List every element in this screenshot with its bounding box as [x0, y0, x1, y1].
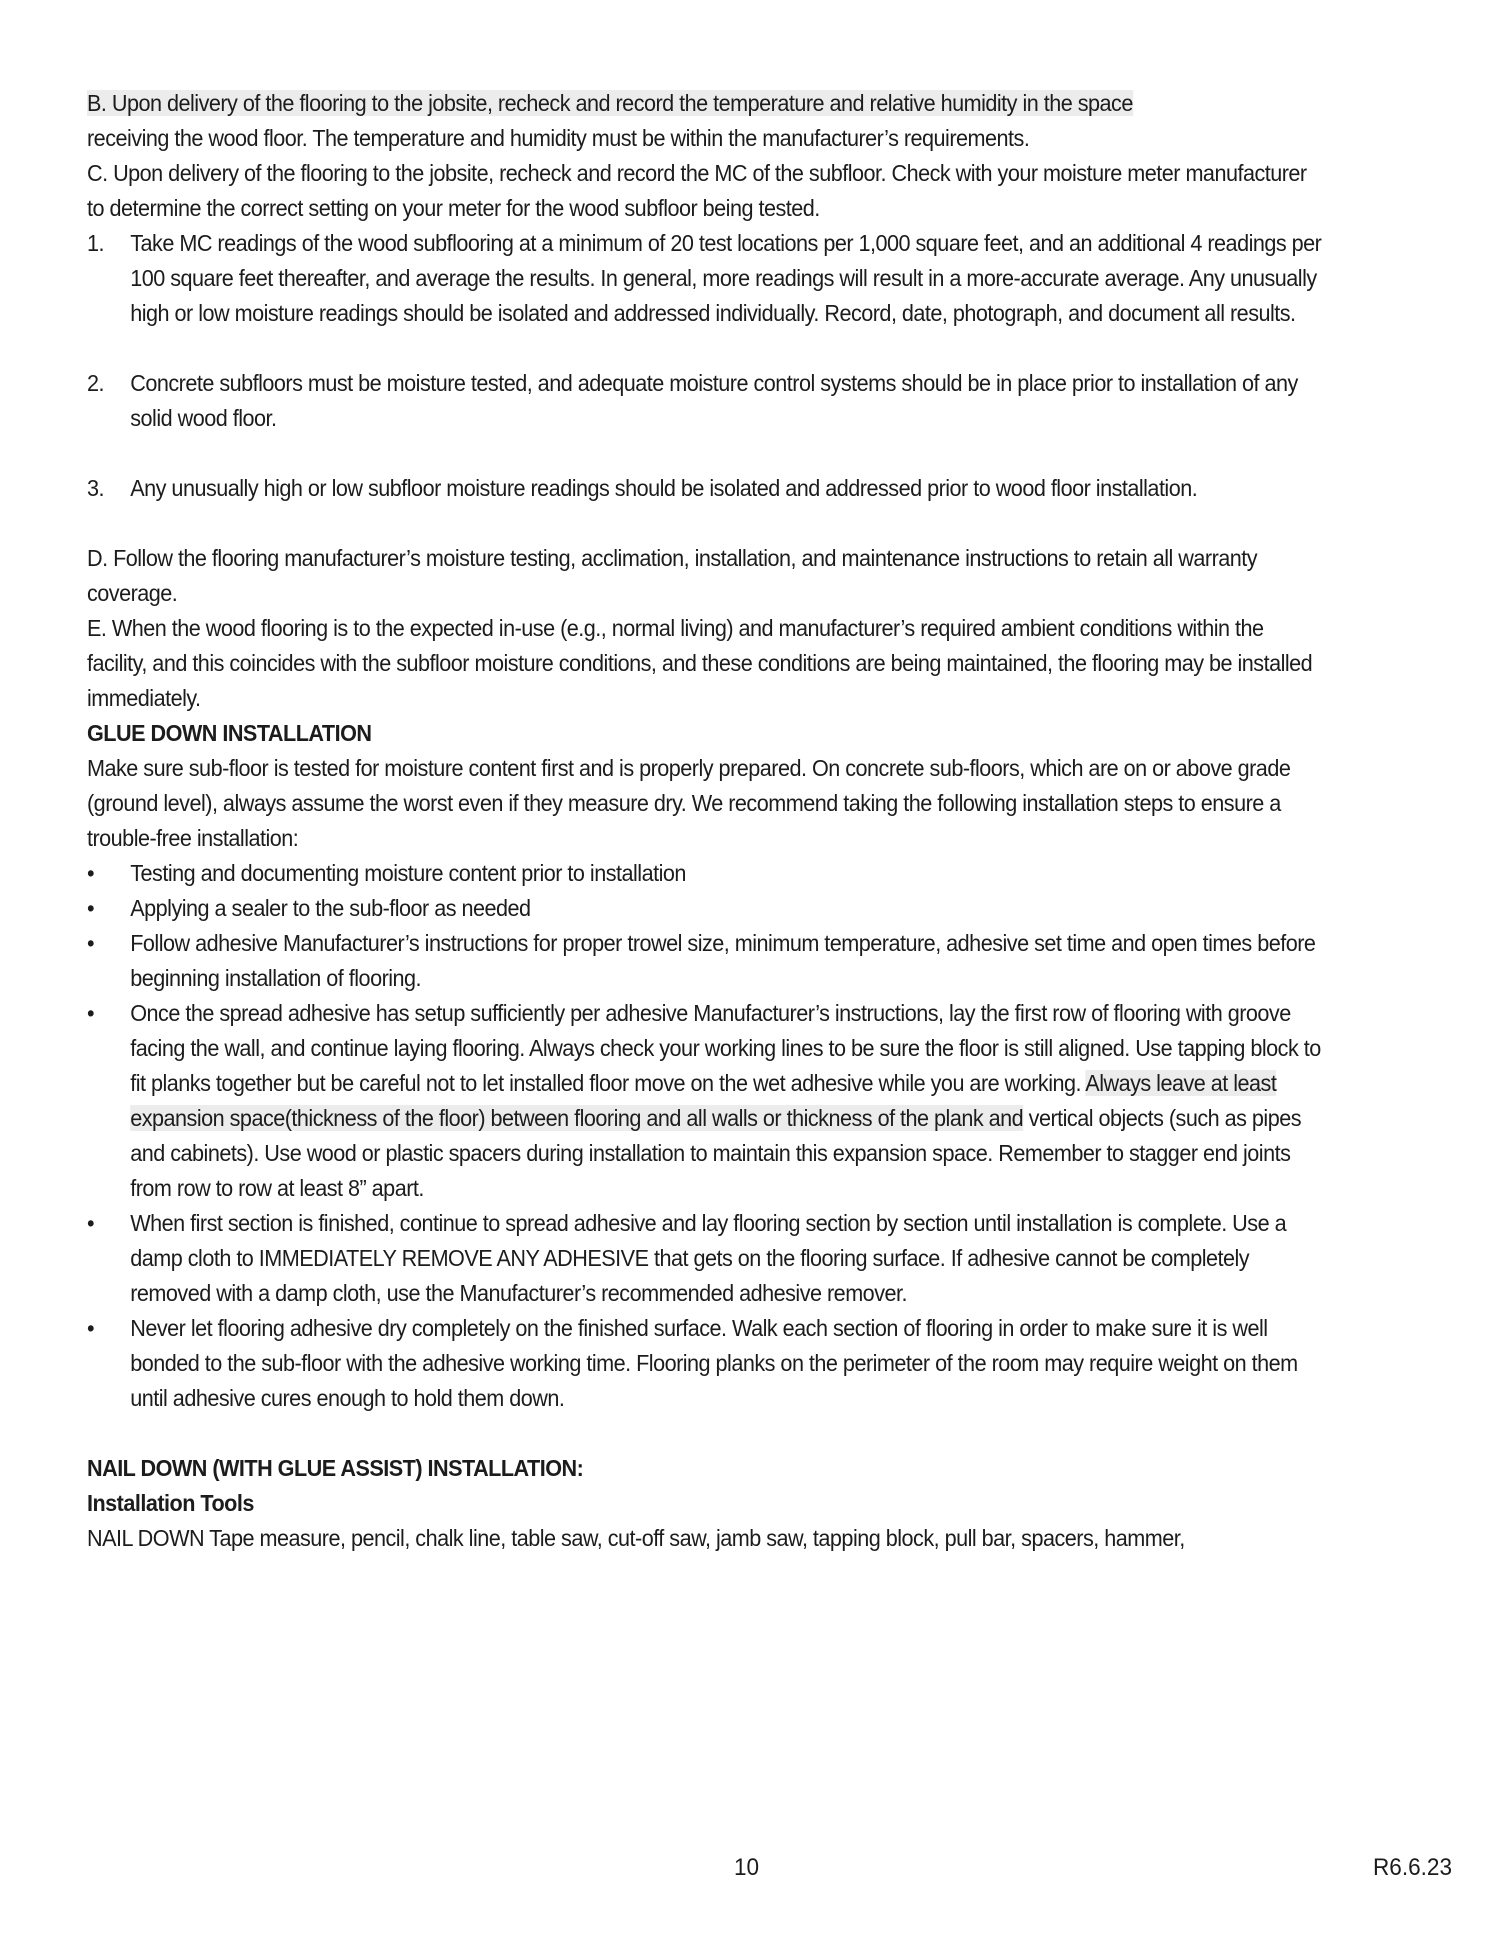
list-item-text: Take MC readings of the wood subflooring at a minimum of 20 test locations per 1,000 square feet, and an additional 4 readings per 100 square feet thereafter, and average the results. In general, more readings will result in a more-accurate average. Any unusually high or low moisture readings should be isolated and addressed individually. Record, date, photograph, and document all results. [130, 230, 1322, 326]
list-item [87, 856, 1328, 891]
installation-tools-heading: Installation Tools [87, 1490, 254, 1516]
paragraph-b-line2: receiving the wood floor. The temperature and humidity must be within the manufacturer’s requirements. [87, 125, 1030, 151]
highlighted-line: Always leave at least expansion space(thickness of the floor) between flooring and all walls or thickness of the plank and [130, 1070, 1277, 1131]
highlighted-line: B. Upon delivery of the flooring to the jobsite, recheck and record the temperature and relative humidity in the space [87, 90, 1133, 116]
bullet-text: Applying a sealer to the sub-floor as needed [130, 895, 531, 921]
list-item [87, 996, 1328, 1206]
numbered-list [87, 226, 1328, 506]
bullet-icon: • [87, 1000, 95, 1026]
list-item-text: Any unusually high or low subfloor moisture readings should be isolated and addressed prior to wood floor installation. [130, 475, 1198, 501]
bullet-text: Testing and documenting moisture content prior to installation [130, 860, 686, 886]
paragraph-d: D. Follow the flooring manufacturer’s moisture testing, acclimation, installation, and maintenance instructions to retain all warranty coverage. [87, 545, 1258, 606]
bullet-icon: • [87, 895, 95, 921]
paragraph-c: C. Upon delivery of the flooring to the jobsite, recheck and record the MC of the subfloor. Check with your moisture meter manufacturer to determine the correct setting on your meter for the wood subfloor being tested. [87, 160, 1307, 221]
list-item [87, 1311, 1328, 1416]
list-number: 3. [87, 475, 105, 501]
bullet-icon: • [87, 860, 95, 886]
list-item [87, 926, 1328, 996]
list-item-text: Concrete subfloors must be moisture tested, and adequate moisture control systems should be in place prior to installation of any solid wood floor. [130, 370, 1298, 431]
list-item [87, 471, 1328, 506]
installation-tools-text: NAIL DOWN Tape measure, pencil, chalk line, table saw, cut-off saw, jamb saw, tapping block, pull bar, spacers, hammer, [87, 1525, 1185, 1551]
glue-down-intro: Make sure sub-floor is tested for moisture content first and is properly prepared. On concrete sub-floors, which are on or above grade (ground level), always assume the worst even if they measure dry. We recommend taking the following installation steps to ensure a trouble-free installation: [87, 755, 1291, 851]
bullet-text: When first section is finished, continue to spread adhesive and lay flooring section by section until installation is complete. Use a damp cloth to IMMEDIATELY REMOVE ANY ADHESIVE that gets on the flooring surface. If adhesive cannot be completely removed with a damp cloth, use the Manufacturer’s recommended adhesive remover. [130, 1210, 1287, 1306]
bullet-list [87, 856, 1328, 1416]
list-number: 1. [87, 230, 105, 256]
list-number: 2. [87, 370, 105, 396]
list-item [87, 1206, 1328, 1311]
glue-down-heading: GLUE DOWN INSTALLATION [87, 720, 372, 746]
paragraph-e: E. When the wood flooring is to the expected in-use (e.g., normal living) and manufacturer’s required ambient conditions within the facility, and this coincides with the subfloor moisture conditions, and these conditions are being maintained, the flooring may be installed immediately. [87, 615, 1313, 711]
bullet-icon: • [87, 930, 95, 956]
bullet-icon: • [87, 1210, 95, 1236]
paragraph-b [87, 86, 1328, 156]
list-item [87, 226, 1328, 331]
page-number: 10 [734, 1854, 760, 1881]
nail-down-heading: NAIL DOWN (WITH GLUE ASSIST) INSTALLATION: [87, 1455, 584, 1481]
bullet-icon: • [87, 1315, 95, 1341]
revision-code: R6.6.23 [1373, 1854, 1453, 1881]
bullet-text: Follow adhesive Manufacturer’s instructions for proper trowel size, minimum temperature, adhesive set time and open times before beginning installation of flooring. [130, 930, 1316, 991]
bullet-text: Once the spread adhesive has setup sufficiently per adhesive Manufacturer’s instructions, lay the first row of flooring with groove facing the wall, and continue laying flooring. Always check your working lines to be sure the floor is still aligned. Use tapping block to fit planks together but be careful not to let installed floor move on the wet adhesive while you are working. [130, 1000, 1321, 1096]
list-item [87, 366, 1328, 436]
bullet-text: Never let flooring adhesive dry completely on the finished surface. Walk each section of flooring in order to make sure it is well bonded to the sub-floor with the adhesive working time. Flooring planks on the perimeter of the room may require weight on them until adhesive cures enough to hold them down. [130, 1315, 1298, 1411]
document-page [87, 86, 1328, 1556]
bullet-text: vertical objects (such as pipes and cabinets). Use wood or plastic spacers during installation to maintain this expansion space. Remember to stagger end joints from row to row at least 8” apart. [130, 1105, 1302, 1201]
list-item [87, 891, 1328, 926]
